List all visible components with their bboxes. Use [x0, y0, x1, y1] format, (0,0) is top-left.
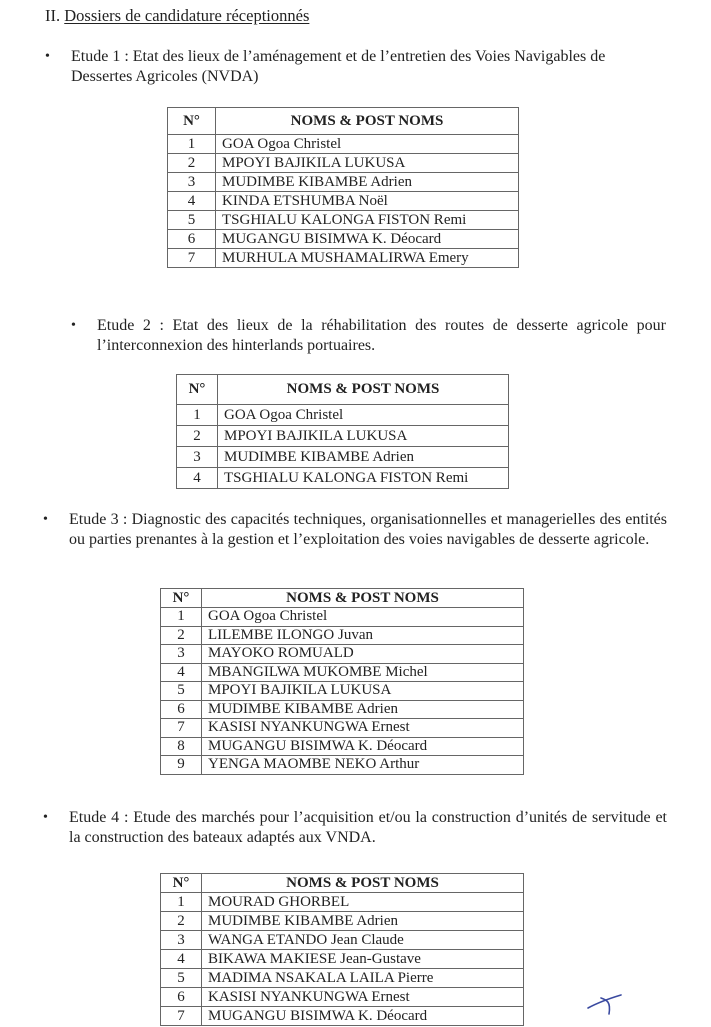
candidate-name: TSGHIALU KALONGA FISTON Remi [216, 211, 519, 230]
study-4-description [43, 808, 667, 847]
candidate-name: MAYOKO ROMUALD [202, 645, 524, 664]
column-header-num: N° [168, 108, 216, 135]
candidate-name: MADIMA NSAKALA LAILA Pierre [202, 969, 524, 988]
row-number: 7 [161, 1007, 202, 1026]
candidate-name: MUGANGU BISIMWA K. Déocard [202, 737, 524, 756]
bullet-icon: • [45, 49, 50, 64]
row-number: 1 [177, 405, 218, 426]
candidate-name: MUGANGU BISIMWA K. Déocard [202, 1007, 524, 1026]
column-header-names: NOMS & POST NOMS [218, 375, 509, 405]
column-header-num: N° [177, 375, 218, 405]
table-row [168, 154, 519, 173]
row-number: 5 [168, 211, 216, 230]
row-number: 2 [161, 626, 202, 645]
candidate-name: MPOYI BAJIKILA LUKUSA [216, 154, 519, 173]
column-header-names: NOMS & POST NOMS [216, 108, 519, 135]
table-row [161, 719, 524, 738]
candidate-name: GOA Ogoa Christel [216, 135, 519, 154]
candidate-name: MUDIMBE KIBAMBE Adrien [202, 700, 524, 719]
study-4-table [160, 873, 524, 1026]
candidate-name: MOURAD GHORBEL [202, 893, 524, 912]
candidate-name: KASISI NYANKUNGWA Ernest [202, 719, 524, 738]
candidate-name: MUDIMBE KIBAMBE Adrien [218, 447, 509, 468]
table-row [168, 249, 519, 268]
study-1-table [167, 107, 519, 268]
row-number: 2 [177, 426, 218, 447]
row-number: 1 [168, 135, 216, 154]
row-number: 4 [161, 950, 202, 969]
candidate-name: MUDIMBE KIBAMBE Adrien [216, 173, 519, 192]
table-row [161, 663, 524, 682]
table-row [161, 682, 524, 701]
table-row [161, 931, 524, 950]
row-number: 3 [161, 645, 202, 664]
row-number: 1 [161, 608, 202, 627]
column-header-names: NOMS & POST NOMS [202, 589, 524, 608]
row-number: 6 [161, 988, 202, 1007]
column-header-num: N° [161, 589, 202, 608]
row-number: 2 [161, 912, 202, 931]
study-4-text: Etude 4 : Etude des marchés pour l’acquisition et/ou la construction d’unités de servitude et la construction des bateaux adaptés aux VNDA. [69, 809, 667, 846]
study-1-text: Etude 1 : Etat des lieux de l’aménagement et de l’entretien des Voies Navigables de Dessertes Agricoles (NVDA) [71, 48, 606, 85]
candidate-name: MPOYI BAJIKILA LUKUSA [218, 426, 509, 447]
section-title: Dossiers de candidature réceptionnés [64, 6, 310, 25]
candidate-name: GOA Ogoa Christel [218, 405, 509, 426]
row-number: 3 [161, 931, 202, 950]
table-row [168, 230, 519, 249]
candidate-name: BIKAWA MAKIESE Jean-Gustave [202, 950, 524, 969]
row-number: 4 [161, 663, 202, 682]
table-row [161, 737, 524, 756]
table-row [168, 173, 519, 192]
table-row [168, 211, 519, 230]
study-2-text: Etude 2 : Etat des lieux de la réhabilitation des routes de desserte agricole pour l’interconnexion des hinterlands portuaires. [97, 317, 666, 354]
initials-signature [585, 990, 635, 1020]
candidate-name: WANGA ETANDO Jean Claude [202, 931, 524, 950]
candidate-name: LILEMBE ILONGO Juvan [202, 626, 524, 645]
table-row [177, 447, 509, 468]
row-number: 3 [177, 447, 218, 468]
candidate-name: YENGA MAOMBE NEKO Arthur [202, 756, 524, 775]
column-header-num: N° [161, 874, 202, 893]
candidate-name: TSGHIALU KALONGA FISTON Remi [218, 468, 509, 489]
table-row [177, 426, 509, 447]
candidate-name: KASISI NYANKUNGWA Ernest [202, 988, 524, 1007]
study-1-description [45, 47, 651, 86]
table-row [161, 912, 524, 931]
table-row [161, 626, 524, 645]
table-row [161, 608, 524, 627]
bullet-icon: • [71, 318, 76, 333]
candidate-name: MPOYI BAJIKILA LUKUSA [202, 682, 524, 701]
table-row [161, 700, 524, 719]
study-2-table [176, 374, 509, 489]
candidate-name: MUDIMBE KIBAMBE Adrien [202, 912, 524, 931]
study-3-description [43, 510, 667, 549]
candidate-name: KINDA ETSHUMBA Noël [216, 192, 519, 211]
table-row [168, 135, 519, 154]
section-heading [45, 6, 309, 26]
row-number: 9 [161, 756, 202, 775]
bullet-icon: • [43, 512, 48, 527]
study-3-table [160, 588, 524, 775]
row-number: 2 [168, 154, 216, 173]
candidate-name: MBANGILWA MUKOMBE Michel [202, 663, 524, 682]
row-number: 4 [177, 468, 218, 489]
table-row [177, 405, 509, 426]
table-row [161, 988, 524, 1007]
table-row [161, 969, 524, 988]
table-row [161, 893, 524, 912]
column-header-names: NOMS & POST NOMS [202, 874, 524, 893]
table-row [161, 756, 524, 775]
row-number: 7 [168, 249, 216, 268]
study-2-description [71, 316, 666, 355]
row-number: 5 [161, 969, 202, 988]
table-row [161, 950, 524, 969]
row-number: 5 [161, 682, 202, 701]
row-number: 4 [168, 192, 216, 211]
row-number: 1 [161, 893, 202, 912]
row-number: 6 [161, 700, 202, 719]
candidate-name: GOA Ogoa Christel [202, 608, 524, 627]
table-row [177, 468, 509, 489]
row-number: 7 [161, 719, 202, 738]
table-row [161, 645, 524, 664]
table-row [168, 192, 519, 211]
row-number: 8 [161, 737, 202, 756]
row-number: 3 [168, 173, 216, 192]
candidate-name: MURHULA MUSHAMALIRWA Emery [216, 249, 519, 268]
table-row [161, 1007, 524, 1026]
section-number: II. [45, 6, 61, 25]
candidate-name: MUGANGU BISIMWA K. Déocard [216, 230, 519, 249]
row-number: 6 [168, 230, 216, 249]
study-3-text: Etude 3 : Diagnostic des capacités techniques, organisationnelles et managerielles des entités ou parties prenantes à la gestion et l’exploitation des voies navigables de desserte agricole. [69, 511, 667, 548]
bullet-icon: • [43, 810, 48, 825]
